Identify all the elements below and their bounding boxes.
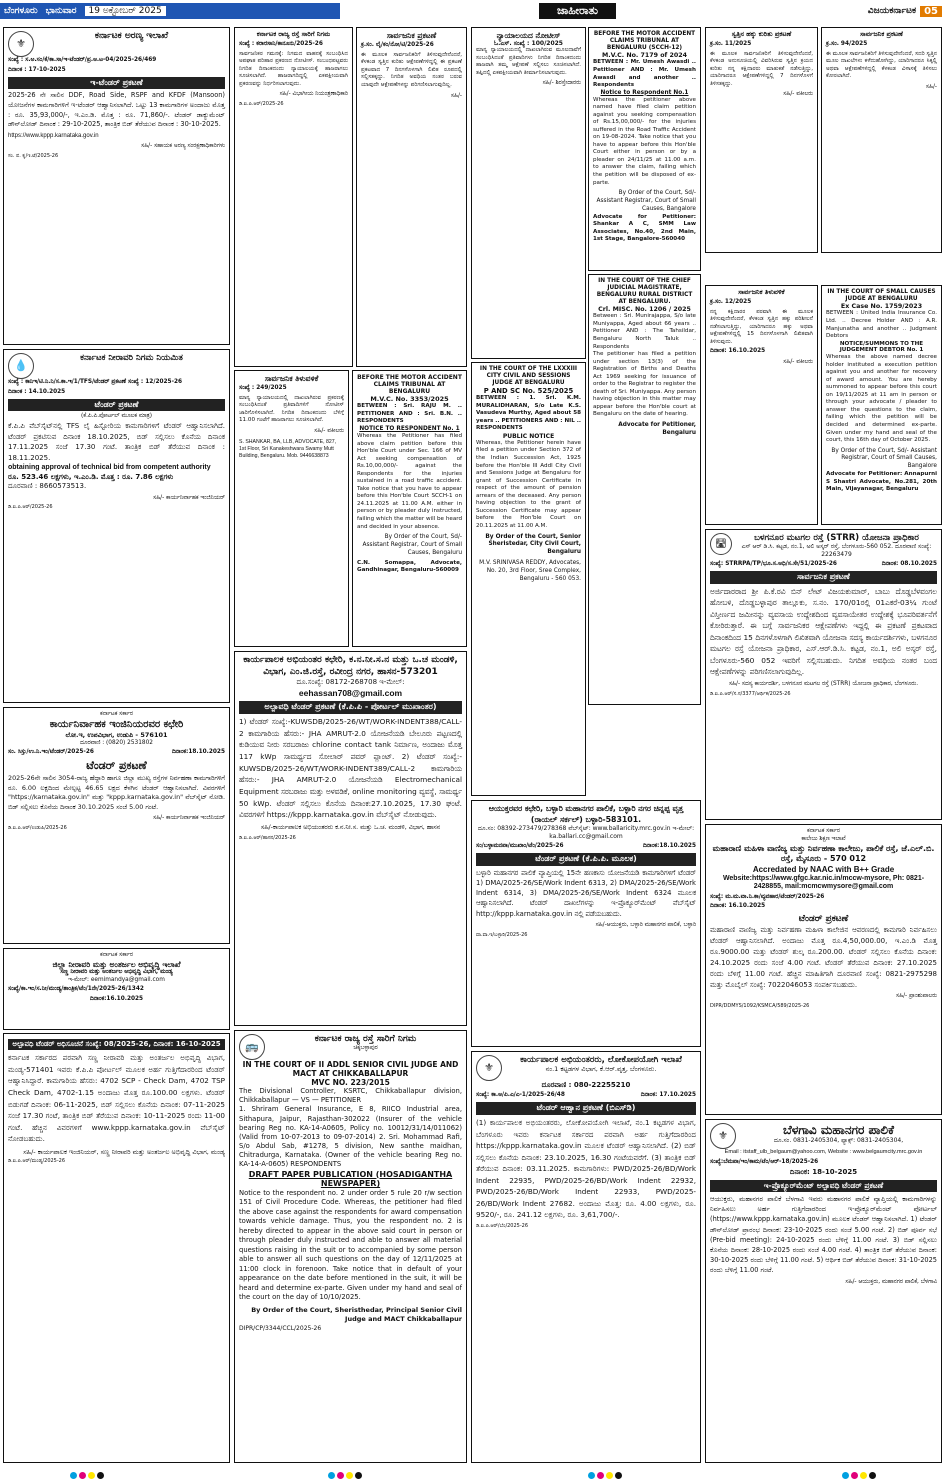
ad-address: ಸಣ್ಣ ನೀರಾವರಿ ಮತ್ತು ಅಂತರ್ಜಲ ಅಭಿವೃದ್ಧಿ ವಿಭಾಗ, ಮಂಡ್ಯ xyxy=(60,968,173,975)
ad-phone: ದೂರವಾಣಿ : 8660573513. xyxy=(8,482,87,491)
ad-website: https://www.kppp.karnataka.gov.in xyxy=(8,132,99,139)
ad-gov: ಕರ್ನಾಟಕ ಸರ್ಕಾರ xyxy=(100,711,133,717)
ad-code: ಡಿ.ಐ.ಪಿ.ಆರ್/2025-26 xyxy=(239,101,284,108)
ad-court: By Order of the Court, Sd/- Assistant Registrar, Court of Small Causes, Bangalore xyxy=(596,190,696,212)
ad-court: By Order of the Court, Sd/- Assistant Registrar, Court of Small Causes, Bengaluru xyxy=(362,534,462,556)
ad-date: ದಿನಾಂಕ: 18-10-2025 xyxy=(789,1168,858,1177)
ad-body: ಮಾನ್ಯ ನ್ಯಾಯಾಲಯದಲ್ಲಿ ದಾಖಲಾಗಿರುವ ಮೂಲದಾವೆಗೆ ಸಂಬಂಧಿಸಿದಂತೆ ಪ್ರತಿವಾದಿಗಳು ನಿಗದಿತ ದಿನಾಂಕದಂದು ಹಾಜರಾಗಿ ತಮ್ಮ ಆಕ್ಷೇಪಣೆ ಸಲ್ಲಿಸಲು ಸೂಚಿಸಲಾಗಿದೆ. ತಪ್ಪಿದಲ್ಲಿ ಏಕಪಕ್ಷೀಯವಾಗಿ ತೀರ್ಮಾನಿಸಲಾಗುವುದು. xyxy=(476,47,581,76)
ad-notice: NOTICE/SUMMONS TO THE JUDGEMENT DEBTOR No. 1 xyxy=(839,340,924,354)
ad-ref: ಕ್ರ.ಸಂ. 12/2025 xyxy=(710,298,752,305)
ad-court: By Order of the Court, Senior Sheristedar, City Civil Court, Bengaluru xyxy=(485,533,581,556)
ad-belagavi-corporation xyxy=(705,1119,942,1463)
ad-between: Between : Sri. Munirajappa, S/o late Muniyappa, Aged about 66 years .. Petitioner AND : The Tahsildar, Bengaluru North Taluk .. Respondents xyxy=(593,313,696,350)
ad-org: ಆಯುಕ್ತರವರ ಕಛೇರಿ, ಬಳ್ಳಾರಿ ಮಹಾನಗರ ಪಾಲಿಕೆ, ಬಳ್ಳಾರಿ ನಗರ ಚಿನ್ನಪ್ಪ ವೃತ್ತ (ರಾಯಲ್ ಸರ್ಕಲ್) ಬಳ್ಳಾರಿ-583101. xyxy=(488,804,684,824)
ad-cjm-bengaluru-rural xyxy=(588,274,701,705)
ad-body: 1) ಟೆಂಡರ್ ಸಂಖ್ಯೆ:-KUWSDB/2025-26/WT/WORK-INDENT388/CALL-2 ಕಾಮಗಾರಿಯ ಹೆಸರು:- JHA AMRUT-2.0 ಯೋಜನೆಯಡಿ ಬೇಲೂರು ಪಟ್ಟಣದಲ್ಲಿ ಕುಡಿಯುವ ನೀರು ಸರಬರಾಜು chlorine contact tank ನಿರ್ಮಾಣ, ಅಂದಾಜು ಮೊತ್ತ 117 kWp ಸಾಮರ್ಥ್ಯದ ಸೋಲಾರ್ ಪವರ್ ಪ್ಲಾಂಟ್. 2) ಟೆಂಡರ್ ಸಂಖ್ಯೆ:- KUWSDB/2025-26/WT/WORK-INDENT389/CALL-2 ಕಾಮಗಾರಿಯ ಹೆಸರು:- JHA AMRUT-2.0 ಯೋಜನೆಯಡಿ Electromechanical Equipment ಸರಬರಾಜು ಮತ್ತು ಅಳವಡಿಕೆ, online monitoring ವ್ಯವಸ್ಥೆ, ಸಾಮರ್ಥ್ಯ 50 kWp. ಟೆಂಡರ್ ಸಲ್ಲಿಸಲು ಕೊನೆಯ ದಿನಾಂಕ:27.10.2025, 17.30 ಘಂಟೆ. ವಿವರಗಳಿಗೆ https://kppp.karnataka.gov.in ವೆಬ್‌ಸೈಟ್ ನೋಡುವುದು. xyxy=(239,717,462,820)
ad-title: ಸಾರ್ವಜನಿಕ ಪ್ರಕಟಣೆ xyxy=(860,30,903,38)
ad-title: ಟೆಂಡರ್ ಆಹ್ವಾನ ಪ್ರಕಟಣೆ (ಬಿಎಸ್‌ಡಿ) xyxy=(476,1102,696,1115)
ad-respondents: 1. Shriram General Insurance, E 8, RIICO Industrial area, Sithapura, Jaipur, Rajasthan-302022 (Insurer of the vehicle bearing Reg no. KA-14-A0605, Policy no. 10012/31/14/011062) (Valid from 10-07-2013 to 09-07-2014) 2. Sri. Mohammad Rafi, S/o Abdul Sab, #1278, 5 division, New santhe maidhan, Chitradurga, Karnataka. (Owner of the vehicle bearing Reg no. KA-14-A-0605) RESPONDENTS xyxy=(239,1105,462,1169)
ad-small-causes-1759 xyxy=(821,285,942,525)
reg-mark-yellow xyxy=(88,1472,95,1479)
ad-org: ಕಾರ್ಯಪಾಲಕ ಅಭಿಯಂತರರು, ಲೋಕೋಪಯೋಗಿ ಇಲಾಖೆ xyxy=(520,1055,682,1065)
ad-org: ಕಾರ್ಯಪಾಲಕ ಅಭಿಯಂತರ ಕಛೇರಿ, ಕ.ನ.ನೀ.ಸ.ನ ಮತ್ತು ಒ.ಚ ಮಂಡಳಿ, ವಿಭಾಗ, ಎಂ.ಜಿ.ರಸ್ತೆ, ರವೀಂದ್ರ ನಗರ, ಹಾಸನ-573201 xyxy=(243,655,458,677)
ad-ref: ಸಂಖ್ಯೆ : ಕರಾರಸಾನಿ/ಕಾನೂನು/2025-26 xyxy=(239,40,323,47)
ad-title: IN THE COURT OF THE CHIEF JUDICIAL MAGISTRATE, BENGALURU RURAL DISTRICT AT BENGALURU. xyxy=(596,278,693,305)
ad-court: IN THE COURT OF II ADDL SENIOR CIVIL JUDGE AND MACT AT CHIKKABALLAPUR xyxy=(242,1060,459,1078)
registration-marks-center-left xyxy=(328,1472,362,1479)
reg-mark-yellow xyxy=(606,1472,613,1479)
ad-address: ಲೋ.ಇ, ಉಪವಿಭಾಗ, ಉಡುಪಿ - 576101 xyxy=(65,730,168,739)
ad-code: DIPR/CP/3344/CCL/2025-26 xyxy=(239,1325,322,1333)
ad-date: ದಿನಾಂಕ:16.10.2025 xyxy=(89,996,144,1003)
ad-ref: ಸಂಖ್ಯೆ: ಮ.ಮ.ವಾ.ನಿ.ಕಾ/ವ್ಯವಹಾರ/ಟೆಂಡರ್/2025-26 xyxy=(710,893,825,900)
ad-subtitle: (ಕೆ.ಪಿ.ಪಿ.ಪೋರ್ಟಲ್ ಮೂಲಕ ಮಾತ್ರ) xyxy=(80,413,153,420)
ad-advocate: M.V. SRINIVASA REDDY, Advocates, No. 20, 3rd Floor, Sree Complex, Bengaluru - 560 053. xyxy=(479,559,581,582)
ad-code: ಡಿ.ಐ.ಪಿ.ಆರ್/ಉಡುಪಿ/2025-26 xyxy=(8,825,67,832)
ad-ref: ಸಂಖ್ಯೆ : 249/2025 xyxy=(239,385,287,391)
masthead-left-bar xyxy=(0,3,340,19)
ad-notice: Notice to Respondent No.1 xyxy=(600,89,689,96)
ad-signature: By Order of the Court, Sheristhedar, Principal Senior Civil Judge and MACT Chikkaballapur xyxy=(251,1305,462,1323)
water-drop-icon: 💧 xyxy=(8,353,34,379)
ad-code: DIPR/DDMYS/1092/KSMCA/589/2025-26 xyxy=(710,1003,810,1010)
ad-signature: ಸಹಿ/- ವಿಭಾಗೀಯ ನಿಯಂತ್ರಣಾಧಿಕಾರಿ xyxy=(279,91,348,98)
ad-ballari-corporation xyxy=(471,800,701,1047)
reg-mark-black xyxy=(869,1472,876,1479)
ad-org: ಕರ್ನಾಟಕ ರಾಜ್ಯ ರಸ್ತೆ ಸಾರಿಗೆ ನಿಗಮ xyxy=(256,30,331,38)
ad-mact-3353 xyxy=(352,370,467,647)
ad-court: By Order of the Court, Sd/- Assistant Registrar, Court of Small Causes, Bangalore xyxy=(831,447,937,470)
ad-body: ಕೆ.ಪಿ.ಪಿ ವೆಬ್‌ಸೈಟ್‌ನಲ್ಲಿ TFS ಲೈ ಹಿಸ್ಟೋರಿಯ ಕಾಮಗಾರಿಗಳಿಗೆ ಟೆಂಡರ್ ಆಹ್ವಾನಿಸಲಾಗಿದೆ. ಟೆಂಡರ್ ಪ್ರಕಟಿಸುವ ದಿನಾಂಕ 18.10.2025, ಬಿಡ್ ಸಲ್ಲಿಸಲು ಕೊನೆಯ ದಿನಾಂಕ 17.11.2025 ಸಂಜೆ 17.30 ಗಂಟೆ. ತಾಂತ್ರಿಕ ಬಿಡ್ ತೆರೆಯುವ ದಿನಾಂಕ : 18.11.2025. xyxy=(8,422,225,462)
ad-body: ಮಹಾರಾಣಿ ವಾಣಿಜ್ಯ ಮತ್ತು ನಿರ್ವಹಣಾ ಮಹಿಳಾ ಕಾಲೇಜಿನ ಆವರಣದಲ್ಲಿ ಕಾಮಗಾರಿ ನಿರ್ವಹಿಸಲು ಟೆಂಡರ್ ಆಹ್ವಾನಿಸಲಾಗಿದೆ. ಅಂದಾಜು ಮೊತ್ತ ರೂ.4,50,000.00, ಇ.ಎಂ.ಡಿ ಮೊತ್ತ ರೂ.9000.00 ಮತ್ತು ಟೆಂಡರ್ ಶುಲ್ಕ ರೂ.200.00. ಟೆಂಡರ್ ಸಲ್ಲಿಸಲು ಕೊನೆಯ ದಿನಾಂಕ: 24.10.2025 ರಂದು ಸಂಜೆ 4.00 ಗಂಟೆ. ಟೆಂಡರ್ ತೆರೆಯುವ ದಿನಾಂಕ: 27.10.2025 ರಂದು ಬೆಳಿಗ್ಗೆ 11.00 ಗಂಟೆ. ಹೆಚ್ಚಿನ ಮಾಹಿತಿಗಾಗಿ ದೂರವಾಣಿ ಸಂಖ್ಯೆ: 0821-2975298 ಮತ್ತು ಮೊಬೈಲ್ ಸಂಖ್ಯೆ: 7022046053 ಸಂಪರ್ಕಿಸಬಹುದು. xyxy=(710,926,937,989)
ad-court-os-100 xyxy=(471,27,586,359)
ad-signature: ಸಹಿ/- ವಕೀಲರು xyxy=(783,91,813,98)
ksrtc-logo-icon: 🚌 xyxy=(239,1034,265,1060)
ad-date: ದಿನಾಂಕ : 14.10.2025 xyxy=(8,388,66,395)
ad-ref: ಕ್ರ.ಸಂ. ಲೈ/ಕಂ/ನೋ/ಟಿ/2025-26 xyxy=(361,42,434,48)
ad-body: Whereas the above named decree holder instituted a execution petition against you and another for recovery of award amount. You are hereby summoned to appear before this court on 19/11/2025 at 11 am in person or through your advocate / pleader to answer the questions to the claim, failing which the petition will be decided and determined ex-parte. Given under my hand and seal of the court, this 16th day of October 2025. xyxy=(826,354,937,444)
ad-title: ಟೆಂಡರ್ ಪ್ರಕಟಣೆ xyxy=(798,914,849,925)
issue-date: 19 ಅಕ್ಟೋಬರ್ 2025 xyxy=(85,6,166,16)
ad-between: BETWEEN : United India Insurance Co. Ltd. .. Decree Holder AND : A.R. Manjunatha and another .. Judgment Debtors xyxy=(826,310,937,340)
ad-address: ದೂ.ಸಂ. 0831-2405304, ಫ್ಯಾಕ್ಸ್: 0831-2405304, xyxy=(773,1137,904,1145)
ad-publication: DRAFT PAPER PUBLICATION (HOSADIGANTHA NEWSPAPER) xyxy=(248,1169,453,1189)
ad-title: ಟೆಂಡರ್ ಪ್ರಕಟಣೆ xyxy=(8,399,225,412)
emblem-icon: ⚜ xyxy=(8,31,34,57)
ad-title: BEFORE THE MOTOR ACCIDENT CLAIMS TRIBUNAL AT BENGALURU xyxy=(357,374,462,396)
ad-phone: ದೂ.ಸಂಖ್ಯೆ: 08172-268708 ಇ-ಮೇಲ್: xyxy=(296,678,405,687)
ad-org: ಕರ್ನಾಟಕ ನೀರಾವರಿ ನಿಗಮ ನಿಯಮಿತ xyxy=(80,353,183,363)
ad-body: (1) ಕಾರ್ಯಪಾಲಕ ಅಭಿಯಂತರರು, ಲೋಕೋಪಯೋಗಿ ಇಲಾಖೆ, ನಂ.1 ಕಟ್ಟಡಗಳ ವಿಭಾಗ, ಬೆಂಗಳೂರು ಇವರು ಕರ್ನಾಟಕ ಸರ್ಕಾರದ ಪರವಾಗಿ ಅರ್ಹ ಗುತ್ತಿಗೆದಾರರಿಂದ https://kppp.karnataka.gov.in ಮೂಲಕ ಟೆಂಡರ್ ಆಹ್ವಾನಿಸಲಾಗಿದೆ. (2) ಬಿಡ್ ಸಲ್ಲಿಸಲು ಕೊನೆಯ ದಿನಾಂಕ: 23.10.2025, 16.30 ಗಂಟೆಯವರೆಗೆ. (3) ತಾಂತ್ರಿಕ ಬಿಡ್ ತೆರೆಯುವ ದಿನಾಂಕ: 03.11.2025. ಕಾಮಗಾರಿಗಳು: PWD/2025-26/BD/Work Indent 22935, PWD/2025-26/BD/Work Indent 22932, PWD/2025-26/BD/Work Indent 22933, PWD/2025-26/BD/Work Indent 27682. ಅಂದಾಜು ಮೊತ್ತ: ರೂ. 4.00 ಲಕ್ಷಗಳು, ರೂ. 9520/-, ರೂ. 241.12 ಲಕ್ಷಗಳು, ರೂ. 3,61,700/-. xyxy=(476,1118,696,1220)
ad-udupi-pwd xyxy=(3,707,230,944)
ad-advocate: Advocate for Petitioner, Bengaluru xyxy=(618,422,696,436)
ad-email: eehassan708@gmail.com xyxy=(298,687,403,698)
ad-ksrtc-notice xyxy=(234,27,353,367)
ad-website: Website:https://www.gfgc.kar.nic.in/mccw-mysore, Ph: 0821-2428855, mail:mcmcwmysore@gmail.com xyxy=(722,874,925,891)
ad-signature: ಸಹಿ/- ಸಹಾಯಕ ಅರಣ್ಯ ಸಂರಕ್ಷಣಾಧಿಕಾರಿಗಳು xyxy=(141,142,225,149)
ad-mandya-irrigation-header xyxy=(3,948,230,1030)
ad-maharani-college xyxy=(705,824,942,1115)
ad-body: ಬಳ್ಳಾರಿ ಮಹಾನಗರ ಪಾಲಿಕೆ ವ್ಯಾಪ್ತಿಯಲ್ಲಿ 15ನೇ ಹಣಕಾಸು ಯೋಜನೆಯಡಿ ಕಾಮಗಾರಿಗಳಿಗೆ ಟೆಂಡರ್ 1) DMA/2025-26/SE/Work Indent 6313, 2) DMA/2025-26/SE/Work Indent 6314, 3) DMA/2025-26/SE/Work Indent 6324 ಮೂಲಕ ಆಹ್ವಾನಿಸಲಾಗಿದೆ. ಟೆಂಡರ್ ದಾಖಲೆಗಳನ್ನು ಇ-ಪ್ರೊಕ್ಯೂರ್‌ಮೆಂಟ್ ವೆಬ್‌ಸೈಟ್ http://kppp.karnataka.gov.in ನಲ್ಲಿ ಪಡೆಯಬಹುದು. xyxy=(476,868,696,918)
ad-date: ದಿನಾಂಕ: 16.10.2025 xyxy=(710,903,766,910)
ad-title: ಇ-ಟೆಂಡರ್ ಪ್ರಕಟಣೆ xyxy=(8,77,225,90)
reg-mark-cyan xyxy=(70,1472,77,1479)
ad-date: ದಿನಾಂಕ: 17.10.2025 xyxy=(640,1092,696,1099)
ad-title: ಟೆಂಡರ್ ಪ್ರಕಟಣೆ (ಕೆ.ಪಿ.ಪಿ. ಮೂಲಕ) xyxy=(476,853,696,866)
ad-body: The petitioner has filed a petition under section 13(3) of the Registration of Births and Deaths Act 1969 seeking for issuance of order to the Registrar to register the death of Sri. Muniyappa. Any person having objection in this matter may appear before the Hon'ble court at Bengaluru on the date of hearing. xyxy=(593,351,696,418)
reg-mark-magenta xyxy=(79,1472,86,1479)
ad-amount: ರೂ. 523.46 ಲಕ್ಷಗಳು, ಇ.ಎಂ.ಡಿ. ಮೊತ್ತ : ರೂ. 7.86 ಲಕ್ಷಗಳು xyxy=(8,472,174,481)
pwd-emblem-icon: ⚜ xyxy=(476,1055,502,1081)
ad-case: ಓ.ಎಸ್. ಸಂಖ್ಯೆ : 100/2025 xyxy=(494,40,563,47)
ad-body: 2025-26 ನೇ ಸಾಲಿನ DDF, Road Side, RSPF and KFDF (Mansoon) ಯೋಜನೆಗಳ ಕಾಮಗಾರಿಗಳಿಗೆ ಇ-ಟೆಂಡರ್ ಆಹ್ವಾನಿಸಲಾಗಿದೆ. ಒಟ್ಟು 13 ಕಾಮಗಾರಿಗಳ ಅಂದಾಜು ಮೊತ್ತ : ರೂ. 35,93,000/-, ಇ.ಎಂ.ಡಿ. ಮೊತ್ತ : ರೂ. 71,860/-. ಟೆಂಡರ್ ಡಾಕ್ಯುಮೆಂಟ್ ಡೌನ್‌ಲೋಡ್ ದಿನಾಂಕ : 29-10-2025, ತಾಂತ್ರಿಕ ಬಿಡ್ ತೆರೆಯುವ ದಿನಾಂಕ : 30-10-2025. xyxy=(8,91,225,129)
ad-case: Crl. MISC. No. 1206 / 2025 xyxy=(598,305,691,313)
ad-title: ಅಲ್ಪಾವಧಿ ಟೆಂಡರ್ ಪ್ರಕಟಣೆ (ಕೆ.ಪಿ.ಪಿ - ಪೋರ್ಟಲ್ ಮುಖಾಂತರ) xyxy=(239,701,462,714)
ad-mact-7179 xyxy=(588,27,701,271)
ad-gov: ಕರ್ನಾಟಕ ಸರ್ಕಾರ xyxy=(807,828,840,834)
reg-mark-cyan xyxy=(842,1472,849,1479)
ad-phone: ದೂ.ಸಂ: 08392-273479/278368 ವೆಬ್‌ಸೈಟ್: www.ballaricity.mrc.gov.in ಇ-ಮೇಲ್: ka.ballari.cc@gmail.com xyxy=(477,825,695,841)
ad-case: Ex Case No. 1759/2023 xyxy=(840,302,923,310)
ad-title: IN THE COURT OF THE LXXXIII CITY CIVIL AND SESSIONS JUDGE AT BENGALURU xyxy=(479,366,578,386)
ad-signature: ಸಹಿ/- ಕಾರ್ಯನಿರ್ವಾಹಕ ಇಂಜಿನಿಯರ್ xyxy=(153,815,225,822)
ad-code: ಡಿ.ಐ.ಪಿ.ಆರ್/ಮಂಡ್ಯ/2025-26 xyxy=(8,1158,66,1165)
ad-forest-dept xyxy=(3,27,230,345)
ad-public-notice-1 xyxy=(356,27,467,367)
ad-signature: ಸಹಿ/- ವಕೀಲರು xyxy=(314,428,344,434)
section-name: ಬೆಂಗಳೂರು xyxy=(4,6,38,16)
ad-strr-authority xyxy=(705,529,942,820)
ad-signature: ಸಹಿ/- xyxy=(925,83,937,90)
ad-phone: ದೂರವಾಣಿ : (0820) 2531802 xyxy=(80,739,153,746)
ad-naac: Accredated by NAAC with B++ Grade xyxy=(752,865,895,875)
ad-ref: ಸಂಖ್ಯೆ : ಕಾನಿಇ/ಟಿ.ನಿ.ನಿ/ಸ.ಕಾ.ಇ/1/TFS/ಟೆಂಡರ್ ಪ್ರಕಟಣೆ ಸಂಖ್ಯೆ : 12/2025-26 xyxy=(8,379,183,385)
ad-signature: ಸಹಿ/- ಆಯುಕ್ತರು, ಮಹಾನಗರ ಪಾಲಿಕೆ, ಬೆಳಗಾವಿ xyxy=(845,1278,937,1285)
masthead-right xyxy=(815,6,945,17)
ad-signature: ಸಹಿ/- ಕಾರ್ಯನಿರ್ವಾಹಕ ಇಂಜಿನಿಯರ್ xyxy=(153,494,225,501)
ad-ref: ಕ್ರ.ಸಂ. 94/2025 xyxy=(826,40,868,47)
ad-case: MVC NO. 223/2015 xyxy=(311,1078,390,1087)
ad-body: Whereas the Petitioner has filed above claim petition before this Hon'ble Court under Sec. 166 of MV Act seeking compensation of Rs.10,00,000/- against the Respondents for the injuries sustained in a road traffic accident. Take notice that you have to appear before this Hon'ble Court SCCH-1 on 24.11.2025 at 11.00 A.M. either in person or by pleader duly instructed, failing which the matter will be heard and decided in your absence. xyxy=(357,432,462,530)
ad-between: The Divisional Controller, KSRTC, Chikkaballapur division, Chikkaballapur — VS — PETITIONER xyxy=(239,1087,462,1105)
ad-code: ಸಂ. ಪ. ಕೃ/ಇ.ಟೆ/2025-26 xyxy=(8,152,59,159)
registration-marks-center-right xyxy=(588,1472,622,1479)
ad-case: M.V.C. No. 7179 of 2024 xyxy=(602,51,687,59)
ad-body: ಅರ್ಜಿದಾರರಾದ ಶ್ರೀ ಪಿ.ಕೆ.ರವಿ ಬಿನ್ ಲೇಟ್ ವಿಜಯಕುಮಾರ್, ಬಾಬು ದೊಡ್ಡಬೆಳವಂಗಲ ಹೋಬಳಿ, ದೊಡ್ಡಬಳ್ಳಾಪುರ ತಾಲ್ಲೂಕು, ಸ.ನಂ. 170/01ರಲ್ಲಿ 01ಎಕರೆ-03¼ ಗುಂಟೆ ವಿಸ್ತೀರ್ಣದ ಜಮೀನನ್ನು ವ್ಯವಸಾಯ ಉದ್ದೇಶದಿಂದ ವ್ಯವಸಾಯೇತರ ಉದ್ದೇಶಕ್ಕೆ ಭೂಪರಿವರ್ತನೆಗೆ ಕೋರಿರುತ್ತಾರೆ. ಈ ಬಗ್ಗೆ ಸಾರ್ವಜನಿಕರ ಆಕ್ಷೇಪಣೆಗಳು ಇದ್ದಲ್ಲಿ ಈ ಪ್ರಕಟಣೆ ಪ್ರಕಟವಾದ ದಿನಾಂಕದಿಂದ 15 ದಿನಗಳೊಳಗಾಗಿ ಲಿಖಿತವಾಗಿ ಯೋಜನಾ ಸದಸ್ಯ ಕಾರ್ಯದರ್ಶಿಗಳು, ಬಳಗನೂರ ಮಟಗಲ ರಸ್ತೆ ಯೋಜನಾ ಪ್ರಾಧಿಕಾರ, ಎಸ್.ಆರ್.ಡಿ.ಸಿ. ಕಟ್ಟಡ, ನಂ.1, ಅಲಿ ಅಸ್ಕರ್ ರಸ್ತೆ, ಬೆಂಗಳೂರು-560 052 ಇವರಿಗೆ ಸಲ್ಲಿಸಬಹುದು. ನಿಗದಿತ ಅವಧಿಯ ನಂತರ ಬಂದ ಆಕ್ಷೇಪಣೆಗಳನ್ನು ಪರಿಗಣಿಸಲಾಗುವುದಿಲ್ಲ. xyxy=(710,586,937,677)
ad-org: ಕರ್ನಾಟಕ ಅರಣ್ಯ ಇಲಾಖೆ xyxy=(94,31,169,41)
ad-date: ದಿನಾಂಕ:18.10.2025 xyxy=(171,749,225,756)
ad-signature: ಸಹಿ/-ಆಯುಕ್ತರು, ಬಳ್ಳಾರಿ ಮಹಾನಗರ ಪಾಲಿಕೆ, ಬಳ್ಳಾರಿ xyxy=(595,921,696,928)
ad-ref: ಕ್ರ.ಸಂ. 11/2025 xyxy=(710,40,752,47)
newspaper-name: ವಿಜಯಕರ್ನಾಟಕ xyxy=(867,6,917,16)
ad-address: ಎಸ್ ಆರ್ ಡಿ.ಸಿ. ಕಟ್ಟಡ, ನಂ.1, ಅಲಿ ಅಸ್ಕರ್ ರಸ್ತೆ, ಬೆಂಗಳೂರು-560 052. ದೂರವಾಣಿ ಸಂಖ್ಯೆ: 22263479 xyxy=(741,543,932,559)
ad-notice: NOTICE TO RESPONDENT No. 1 xyxy=(359,426,460,432)
ad-mandya-tender xyxy=(3,1033,230,1463)
ad-org: ಬಳಗನೂರ ಮಟಗಲ ರಸ್ತೆ (STRR) ಯೋಜನಾ ಪ್ರಾಧಿಕಾರ xyxy=(754,533,919,543)
ad-code: ಡಿ.ಐ.ಪಿ.ಆರ್/2025-26 xyxy=(8,504,53,511)
reg-mark-black xyxy=(97,1472,104,1479)
ad-advocate: C.N. Somappa, Advocate, Gandhinagar, Bengaluru-560009 xyxy=(357,559,462,574)
reg-mark-cyan xyxy=(328,1472,335,1479)
ad-org: ಮಹಾರಾಣಿ ಮಹಿಳಾ ವಾಣಿಜ್ಯ ಮತ್ತು ನಿರ್ವಹಣಾ ಕಾಲೇಜು, ಪಾಲಿಕೆ ರಸ್ತೆ, ಜೆ.ಎಲ್.ಬಿ. ರಸ್ತೆ, ಮೈಸೂರು - 570 012 xyxy=(712,843,935,864)
ad-signature: ಸಹಿ/- ವಕೀಲರು xyxy=(783,359,813,366)
strr-logo-icon: 🛣 xyxy=(710,533,732,555)
ad-code: ಡಿ.ಐ.ಪಿ.ಆರ್/ಹಾಸನ/2025-26 xyxy=(239,834,296,841)
ad-org: ಬೆಳಗಾವಿ ಮಹಾನಗರ ಪಾಲಿಕೆ xyxy=(783,1123,894,1137)
reg-mark-magenta xyxy=(337,1472,344,1479)
ad-english-line: obtaining approval of technical bid from competent authority xyxy=(8,464,211,472)
ad-gov: ಕರ್ನಾಟಕ ಸರ್ಕಾರ xyxy=(100,952,133,958)
page-category: ಜಾಹೀರಾತು xyxy=(539,3,616,19)
ad-body: ಈ ಮೂಲಕ ಸಾರ್ವಜನಿಕರಿಗೆ ತಿಳಿಸುವುದೇನೆಂದರೆ, ಕೆಳಕಂಡ ಅನುಸೂಚಿಯಲ್ಲಿ ವಿವರಿಸಿರುವ ಸ್ವತ್ತಿನ ಕ್ರಯದ ಕುರಿತು ನನ್ನ ಕಕ್ಷಿದಾರರು ಮಾತುಕತೆ ನಡೆಸುತ್ತಿದ್ದು, ಯಾರಿಗಾದರೂ ಆಕ್ಷೇಪಣೆಗಳಿದ್ದಲ್ಲಿ 7 ದಿನಗಳೊಳಗೆ ತಿಳಿಸತಕ್ಕದ್ದು. xyxy=(710,50,813,87)
ad-body: Notice to the respondent no. 2 under order 5 rule 20 r/w section 151 of Civil Procedure Code. Whereas, the petitioner had filed the above case against the respondents for award compensation towards vehicle damage. Thus, you the respondent no. 2 is hereby directed to appear in the above said court in person or through pleader duly instructed and able to answer all material questions raising in the suit or to accompanied by some person able to answer all such questions on the day of 12/11/2025 at 11:00 clock in forenoon. Take notice that in default of your appearance on the date before mentioned in the suit, it will be heard and determine ex-parte. Given under my hand and seal of the court on the day of 10/10/2025. xyxy=(239,1188,462,1302)
ad-code: ವಾ.ವಾ.ಇ/ಬಳ್ಳಾರಿ/2025-26 xyxy=(476,931,528,938)
ad-signature: ಸಹಿ/- ಶಿರಸ್ತೇದಾರರು xyxy=(542,80,581,87)
belagavi-emblem-icon: ⚜ xyxy=(710,1123,736,1149)
ad-irrigation-corp xyxy=(3,349,230,703)
ad-property-notice-11 xyxy=(705,27,818,253)
ad-ref: ಸಂಖ್ಯೆ:ಬೆಮಪಾ/ಇಂ/ಕಾಮ/ಟೆಂ/ಆರ್-18/2025-26 xyxy=(710,1158,819,1165)
ad-ksrtc-chikkaballapur xyxy=(234,1030,467,1463)
ad-body: ಕರ್ನಾಟಕ ಸರ್ಕಾರದ ಪರವಾಗಿ ಸಣ್ಣ ನೀರಾವರಿ ಮತ್ತು ಅಂತರ್ಜಲ ಅಭಿವೃದ್ಧಿ ವಿಭಾಗ, ಮಂಡ್ಯ-571401 ಇವರು ಕೆ.ಪಿ.ಪಿ ಪೋರ್ಟಲ್ ಮೂಲಕ ಅರ್ಹ ಗುತ್ತಿಗೆದಾರರಿಂದ ಟೆಂಡರ್ ಆಹ್ವಾನಿಸಿದ್ದಾರೆ. ಕಾಮಗಾರಿಯ ಹೆಸರು: 4702 SCP - Check Dam, 4702 TSP Check Dam, 4702-1.15 ಅಂದಾಜು ಮೊತ್ತ ರೂ.100.00 ಲಕ್ಷಗಳು. ಟೆಂಡರ್ ಬಿಡುಗಡೆ ದಿನಾಂಕ: 06-11-2025, ಬಿಡ್ ಸಲ್ಲಿಸಲು ಕೊನೆಯ ದಿನಾಂಕ: 07-11-2025 ಸಂಜೆ 17.30 ಗಂಟೆ, ತಾಂತ್ರಿಕ ಬಿಡ್ ತೆರೆಯುವ ದಿನಾಂಕ: 10-11-2025 ರಂದು 11-00 ಗಂಟೆ. ಹೆಚ್ಚಿನ ವಿವರಗಳಿಗೆ www.kppp.karnataka.gov.in ವೆಬ್‌ಸೈಟ್ ನೋಡಬಹುದು. xyxy=(8,1053,225,1144)
ad-org: ಕರ್ನಾಟಕ ರಾಜ್ಯ ರಸ್ತೆ ಸಾರಿಗೆ ನಿಗಮ xyxy=(314,1034,417,1044)
reg-mark-cyan xyxy=(588,1472,595,1479)
ad-code: ಡಿ.ಐ.ಪಿ.ಆರ್/ಬೆಂ/2025-26 xyxy=(476,1222,529,1229)
ad-title: ನ್ಯಾಯಾಲಯದ ನೋಟೀಸ್ xyxy=(496,31,561,40)
ad-ref: ಸಂಖ್ಯೆ: STRRPA/TP/ಭೂ.ಸ.ಅಧಿ/ಸ.ಸೇ/51/2025-26 xyxy=(710,561,837,568)
ad-ref: ಸಂ. ಸಿಸ್ತು/ಉ.ನಿ.ಇಂ/ಟೆಂಡರ್/2025-26 xyxy=(8,749,94,756)
ad-phone: ದೂರವಾಣಿ : 080-22255210 xyxy=(541,1081,631,1089)
ad-between: BETWEEN : Mr. Umesh Awasdi .. Petitioner AND : Mr. Umesh Awasdi and another .. Respondents xyxy=(593,59,696,89)
ad-date: ದಿನಾಂಕ:18.10.2025 xyxy=(642,843,696,850)
ad-title: ಸಾರ್ವಜನಿಕ ಪ್ರಕಟಣೆ xyxy=(386,31,437,40)
ad-body: ಈ ಮೂಲಕ ಸಾರ್ವಜನಿಕರಿಗೆ ತಿಳಿಸುವುದೇನೆಂದರೆ, ಸದರಿ ಸ್ವತ್ತಿನ ಮೂಲ ದಾಖಲೆಗಳು ಕಳೆದುಹೋಗಿದ್ದು, ಯಾರಿಗಾದರೂ ಸಿಕ್ಕಲ್ಲಿ ಅಥವಾ ಆಕ್ಷೇಪಣೆಗಳಿದ್ದಲ್ಲಿ ಕೆಳಕಂಡ ವಿಳಾಸಕ್ಕೆ ತಿಳಿಸಲು ಕೋರಲಾಗಿದೆ. xyxy=(826,50,938,80)
ad-title: ಸಾರ್ವಜನಿಕ ತಿಳುವಳಿಕೆ xyxy=(738,288,785,296)
ad-title: ಸಾರ್ವಜನಿಕ ಪ್ರಕಟಣೆ xyxy=(710,571,937,584)
ad-title: ಸಾರ್ವಜನಿಕ ತಿಳುವಳಿಕೆ xyxy=(264,374,319,383)
ad-org: ಕಾರ್ಯನಿರ್ವಾಹಕ ಇಂಜಿನಿಯರವರ ಕಛೇರಿ xyxy=(49,718,184,730)
ad-title: BEFORE THE MOTOR ACCIDENT CLAIMS TRIBUNAL AT BENGALURU (SCCH-12) xyxy=(593,31,696,51)
reg-mark-magenta xyxy=(851,1472,858,1479)
day-name: ಭಾನುವಾರ xyxy=(45,6,77,16)
ad-between: BETWEEN : Sri. RAJU M. .. PETITIONER AND : Sri. B.N. .. RESPONDENTS xyxy=(357,403,462,425)
ad-ref: ಸಂಖ್ಯೆ/ಕಾ.ಇಂ/ಸ.ನೀ/ಮಂಡ್ಯ/ತಾಂತ್ರಿಕ/ಟೆಂ/1ನೇ/2025-26/1342 xyxy=(8,986,144,993)
ad-body: ಆಯುಕ್ತರು, ಮಹಾನಗರ ಪಾಲಿಕೆ ಬೆಳಗಾವಿ ಇವರು ಮಹಾನಗರ ಪಾಲಿಕೆ ವ್ಯಾಪ್ತಿಯಲ್ಲಿ ಕಾಮಗಾರಿಗಳನ್ನು ನಿರ್ವಹಿಸಲು ಅರ್ಹ ಗುತ್ತಿಗೆದಾರರಿಂದ ಇ-ಪ್ರೊಕ್ಯೂರ್‌ಮೆಂಟ್ ಪೋರ್ಟಲ್ (https://www.kppp.karnataka.gov.in) ಮೂಲಕ ಟೆಂಡರ್ ಆಹ್ವಾನಿಸಲಾಗಿದೆ. 1) ಟೆಂಡರ್ ಡೌನ್‌ಲೋಡ್ ಪ್ರಾರಂಭ ದಿನಾಂಕ: 23-10-2025 ರಂದು ಸಂಜೆ 5.00 ಗಂಟೆ. 2) ಬಿಡ್ ಪೂರ್ವ ಸಭೆ (Pre-bid meeting): 24-10-2025 ರಂದು ಬೆಳಿಗ್ಗೆ 11.00 ಗಂಟೆ. 3) ಬಿಡ್ ಸಲ್ಲಿಸಲು ಕೊನೆಯ ದಿನಾಂಕ: 28-10-2025 ರಂದು ಸಂಜೆ 4.00 ಗಂಟೆ. 4) ತಾಂತ್ರಿಕ ಬಿಡ್ ತೆರೆಯುವ ದಿನಾಂಕ: 30-10-2025 ರಂದು ಬೆಳಿಗ್ಗೆ 11.00 ಗಂಟೆ. 5) ಆರ್ಥಿಕ ಬಿಡ್ ತೆರೆಯುವ ದಿನಾಂಕ: 31-10-2025 ರಂದು ಬೆಳಿಗ್ಗೆ 11.00 ಗಂಟೆ. xyxy=(710,1194,937,1275)
ad-public-notice-12 xyxy=(705,285,818,525)
ad-signature: ಸಹಿ/- xyxy=(450,92,462,99)
ad-pwd-bengaluru xyxy=(471,1051,701,1463)
registration-marks-left xyxy=(70,1472,104,1479)
ad-address: ನಂ.1 ಕಟ್ಟಡಗಳ ವಿಭಾಗ, ಕೆ.ಆರ್.ವೃತ್ತ, ಬೆಂಗಳೂರು. xyxy=(545,1065,657,1074)
ad-title: ಅಲ್ಪಾವಧಿ ಟೆಂಡರ್ ಅಧಿಸೂಚನೆ ಸಂಖ್ಯೆ: 08/2025-26, ದಿನಾಂಕ: 16-10-2025 xyxy=(8,1039,225,1050)
ad-ref: ಸಂ/ಬಳ್ಳಾಮನಪಾ/ಮುಖಾಂ/ಟೆಂ/2025-26 xyxy=(476,843,564,850)
ad-court-notice-249 xyxy=(234,370,349,647)
ad-code: ಡಿ.ಐ.ಪಿ.ಆರ್/ಸ.ಸ/3377/ಆರ್ಥಿಕ/2025-26 xyxy=(710,690,791,697)
reg-mark-yellow xyxy=(346,1472,353,1479)
masthead xyxy=(0,0,945,22)
ad-email: ಇ-ಮೇಲ್: eemimandya@gmail.com xyxy=(68,976,165,983)
ad-case: M.V.C. No. 3353/2025 xyxy=(370,394,449,403)
ad-notice: PUBLIC NOTICE xyxy=(502,432,555,440)
ad-body: ಈ ಮೂಲಕ ಸಾರ್ವಜನಿಕರಿಗೆ ತಿಳಿಸುವುದೇನೆಂದರೆ, ಕೆಳಕಂಡ ಸ್ವತ್ತಿನ ಕುರಿತು ಆಕ್ಷೇಪಣೆಗಳಿದ್ದಲ್ಲಿ ಈ ಪ್ರಕಟಣೆ ಪ್ರಕಟವಾದ 7 ದಿನಗಳೊಳಗಾಗಿ ಲಿಖಿತ ರೂಪದಲ್ಲಿ ಸಲ್ಲಿಸತಕ್ಕದ್ದು. ನಿಗದಿತ ಅವಧಿಯ ನಂತರ ಬರುವ ಯಾವುದೇ ಆಕ್ಷೇಪಣೆಗಳನ್ನು ಪರಿಗಣಿಸಲಾಗುವುದಿಲ್ಲ. xyxy=(361,51,462,88)
reg-mark-black xyxy=(615,1472,622,1479)
page-number: 05 xyxy=(920,6,942,17)
ad-ref: ಸಂಖ್ಯೆ : ಸ.ಅ.ಸಂ/ಕೆ/ಕಾ.ಸಾ/ಇ-ಟೆಂಡರ್/ಪ್ರ.ಅ.ಟ-04/2025-26/469 xyxy=(8,57,157,63)
ad-advocate: S. SHANKAR, BA, LLB, ADVOCATE, 827, 1st Floor, Sri Kanakeshwara Swamy Mutt Building, Bengaluru. Mob. 9446638873 xyxy=(239,438,337,459)
ad-signature: ಸಹಿ/- ಕಾರ್ಯಪಾಲಕ ಇಂಜಿನಿಯರ್, ಸಣ್ಣ ನೀರಾವರಿ ಮತ್ತು ಅಂತರ್ಜಲ ಅಭಿವೃದ್ಧಿ ವಿಭಾಗ, ಮಂಡ್ಯ xyxy=(23,1147,225,1156)
reg-mark-black xyxy=(355,1472,362,1479)
ad-signature: ಸಹಿ/- ಸದಸ್ಯ ಕಾರ್ಯದರ್ಶಿ, ಬಳಗನೂರ ಮಟಗಲ ರಸ್ತೆ (STRR) ಯೋಜನಾ ಪ್ರಾಧಿಕಾರ, ಬೆಂಗಳೂರು. xyxy=(728,680,919,687)
ad-title: ಸ್ವತ್ತಿನ ಹಕ್ಕು ಕುರಿತು ಪ್ರಕಟಣೆ xyxy=(731,30,792,38)
ad-between: BETWEEN : 1. Sri. K.M. MURALIDHARAN, S/o Late K.S. Vasudeva Murthy, Aged about 58 years .. PETITIONERS AND : NIL .. RESPONDENTS xyxy=(476,395,582,432)
ad-date: ದಿನಾಂಕ: 08.10.2025 xyxy=(881,561,937,568)
ad-org: ಜಿಲ್ಲಾ ನೀರಾವರಿ ಮತ್ತು ಅಂತರ್ಜಲ ಅಭಿವೃದ್ಧಿ ಇಲಾಖೆ xyxy=(52,959,181,969)
ad-body: ಸಾರ್ವಜನಿಕರ ಗಮನಕ್ಕೆ: ನಿಗಮದ ವಾಹನಕ್ಕೆ ಸಂಬಂಧಿಸಿದ ಅಪಘಾತ ಪರಿಹಾರ ಪ್ರಕರಣದ ನೋಟೀಸ್. ಸಂಬಂಧಪಟ್ಟವರು ನಿಗದಿತ ದಿನಾಂಕದಂದು ನ್ಯಾಯಾಲಯಕ್ಕೆ ಹಾಜರಾಗಲು ಸೂಚಿಸಲಾಗಿದೆ. ಹಾಜರಾಗದಿದ್ದಲ್ಲಿ ಏಕಪಕ್ಷೀಯವಾಗಿ ಪ್ರಕರಣವನ್ನು ನಿರ್ಧರಿಸಲಾಗುವುದು. xyxy=(239,50,348,87)
ad-title: ಟೆಂಡರ್ ಪ್ರಕಟಣೆ xyxy=(86,759,147,773)
registration-marks-right xyxy=(842,1472,876,1479)
ad-hassan-water-board xyxy=(234,651,467,1026)
ad-title: ಇ-ಪ್ರೊಕ್ಯೂರ್‌ಮೆಂಟ್ ಅಲ್ಪಾವಧಿ ಟೆಂಡರ್ ಪ್ರಕಟಣೆ xyxy=(710,1180,937,1192)
ad-public-notice-94 xyxy=(821,27,942,253)
reg-mark-yellow xyxy=(860,1472,867,1479)
ad-advocate: Advocate for Petitioner: Shankar A C, SMM Law Associates, No.40, 2nd Main, 1st Stage, Bangalore-560040 xyxy=(593,213,696,243)
ad-body: Whereas, the Petitioner herein have filed a petition under Section 372 of the Indian Succession Act, 1925 before the Hon'ble III Addl City Civil and Sessions Judge at Bengaluru for grant of Succession Certificate in respect of the amount of pension arrears of the deceased. Any person having objection to the grant of Succession Certificate may appear before the Hon'ble Court on 20.11.2025 at 11.00 A.M. xyxy=(476,439,581,529)
ad-case: P AND SC No. 525/2025 xyxy=(483,386,574,395)
ad-body: 2025-26ನೇ ಸಾಲಿನ 3054-ರಾಜ್ಯ ಹೆದ್ದಾರಿ ಹಾಗೂ ಜಿಲ್ಲಾ ಮುಖ್ಯ ರಸ್ತೆಗಳ ನಿರ್ವಹಣಾ ಕಾಮಗಾರಿಗಳಿಗೆ ರೂ. 6.00 ಲಕ್ಷದಿಂದ ಮೇಲ್ಪಟ್ಟ 46.65 ಲಕ್ಷದ ಕೆಳಗಿನ ಟೆಂಡರ್ ಆಹ್ವಾನಿಸಲಾಗಿದೆ. ವಿವರಗಳಿಗೆ "https://karnataka.gov.in" ಮತ್ತು "kppp.karnataka.gov.in" ವೆಬ್‌ಸೈಟ್ ನೋಡಿ. ಬಿಡ್ ಸಲ್ಲಿಸಲು ಕೊನೆಯ ದಿನಾಂಕ 30.10.2025 ಸಂಜೆ 5.00 ಗಂಟೆ. xyxy=(8,774,225,811)
ad-title: IN THE COURT OF SMALL CAUSES JUDGE AT BENGALURU xyxy=(827,289,936,302)
ad-body: ನನ್ನ ಕಕ್ಷಿದಾರರ ಪರವಾಗಿ ಈ ಮೂಲಕ ತಿಳಿಸುವುದೇನೆಂದರೆ, ಕೆಳಕಂಡ ಸ್ವತ್ತಿನ ಹಕ್ಕು ಪರಿಶೀಲನೆ ನಡೆಸಲಾಗುತ್ತಿದ್ದು, ಯಾರಿಗಾದರೂ ಹಕ್ಕು ಅಥವಾ ಆಕ್ಷೇಪಣೆಗಳಿದ್ದಲ್ಲಿ 15 ದಿನಗಳೊಳಗಾಗಿ ಲಿಖಿತವಾಗಿ ತಿಳಿಸುವುದು. xyxy=(710,308,813,345)
reg-mark-magenta xyxy=(597,1472,604,1479)
ad-date: ದಿನಾಂಕ: 16.10.2025 xyxy=(710,348,766,355)
ad-city-civil-525 xyxy=(471,362,586,796)
ad-dept: ಕಾಲೇಜು ಶಿಕ್ಷಣ ಇಲಾಖೆ xyxy=(801,835,846,842)
ad-body: Whereas the petitioner above named have filed claim petition against you seeking compensation of Rs.15,00,000/- for the injuries suffered in the Road Traffic Accident on 19-08-2024. Take notice that you have to appear before this Hon'ble Court either in person or by a pleader on 24/11/25 at 11.00 a.m. to answer the claim, failing which the petition will be disposed of ex-parte. xyxy=(593,96,696,186)
ad-email: Email : itstaff_ulb_belgaum@yahoo.com, Website : www.belgaumcity.mrc.gov.in xyxy=(724,1149,923,1155)
ad-ref: ಸಂಖ್ಯೆ: ಕಾ.ಅ/ಪಿ.ಎ/ಎ-1/2025-26/48 xyxy=(476,1092,565,1099)
ad-date: ದಿನಾಂಕ : 17-10-2025 xyxy=(8,66,66,73)
ad-body: ಮಾನ್ಯ ನ್ಯಾಯಾಲಯದಲ್ಲಿ ದಾಖಲಾಗಿರುವ ಪ್ರಕರಣಕ್ಕೆ ಸಂಬಂಧಿಸಿದಂತೆ ಪ್ರತಿವಾದಿಗಳಿಗೆ ನೋಟೀಸ್ ಜಾರಿಗೊಳಿಸಲಾಗಿದೆ. ನಿಗದಿತ ದಿನಾಂಕದಂದು ಬೆಳಿಗ್ಗೆ 11.00 ಗಂಟೆಗೆ ಹಾಜರಾಗಲು ಸೂಚಿಸಲಾಗಿದೆ. xyxy=(239,394,344,424)
ad-org-sub: ಚಿಕ್ಕಬಳ್ಳಾಪುರ xyxy=(353,1044,378,1051)
ad-advocate: Advocate for Petitioner: Annapurni S Shastri Advocate, No.281, 20th Main, Vijayanagar, Bengaluru xyxy=(826,471,937,493)
masthead-center xyxy=(340,3,815,19)
ad-signature: ಸಹಿ/- ಪ್ರಾಂಶುಪಾಲರು xyxy=(896,993,937,1000)
ad-signature: ಸಹಿ/-ಕಾರ್ಯಪಾಲಕ ಅಭಿಯಂತರರು ಕ.ನ.ನೀ.ಸ. ಮತ್ತು ಒ.ಚ. ಮಂಡಳಿ, ವಿಭಾಗ, ಹಾಸನ xyxy=(260,824,441,832)
